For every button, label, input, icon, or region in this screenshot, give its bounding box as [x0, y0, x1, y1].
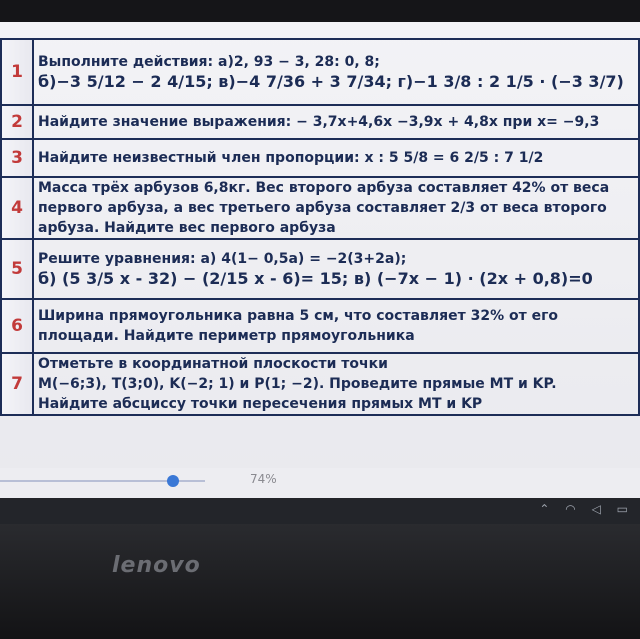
task-line: Найдите абсциссу точки пересечения прямых MT и KP — [38, 396, 483, 412]
task-text — [33, 353, 639, 415]
table-row — [1, 105, 639, 139]
table-row — [1, 139, 639, 177]
table-row — [1, 239, 639, 299]
zoom-slider-handle[interactable] — [167, 475, 179, 487]
task-line: Выполните действия: а)2, 93 − 3, 28: 0, 8; — [38, 54, 380, 70]
task-table — [0, 38, 640, 416]
task-line: Масса трёх арбузов 6,8кг. Вес второго арбуза составляет 42% от веса — [38, 180, 610, 196]
task-line: б)−3 5/12 − 2 4/15; в)−4 7/36 + 3 7/34; г)−1 3/8 : 2 1/5 · (−3 3/7) — [38, 72, 624, 91]
task-line: M(−6;3), T(3;0), K(−2; 1) и P(1; −2). Проведите прямые MT и KP. — [38, 376, 557, 392]
task-number: 7 — [1, 353, 33, 415]
volume-icon[interactable]: ◁ — [591, 502, 607, 516]
table-row — [1, 39, 639, 105]
task-line: б) (5 3/5 x - 32) − (2/15 x - 6)= 15; в) (−7x − 1) · (2x + 0,8)=0 — [38, 269, 593, 288]
table-row — [1, 353, 639, 415]
laptop-body — [0, 524, 640, 639]
task-line: Ширина прямоугольника равна 5 см, что составляет 32% от его — [38, 308, 559, 324]
task-line: Отметьте в координатной плоскости точки — [38, 356, 388, 372]
table-row — [1, 299, 639, 353]
task-line: Решите уравнения: а) 4(1− 0,5а) = −2(3+2а); — [38, 251, 407, 267]
task-line: площади. Найдите периметр прямоугольника — [38, 328, 415, 344]
task-number: 2 — [1, 105, 33, 139]
wifi-icon[interactable]: ◠ — [565, 502, 582, 516]
status-bar — [0, 468, 640, 500]
brand-logo: lenovo — [112, 553, 201, 578]
task-line: арбуза. Найдите вес первого арбуза — [38, 220, 336, 236]
system-tray — [539, 502, 634, 516]
task-number: 3 — [1, 139, 33, 177]
chevron-up-icon[interactable]: ⌃ — [539, 502, 556, 516]
keyboard-icon[interactable]: ▭ — [616, 502, 634, 516]
task-number: 1 — [1, 39, 33, 105]
task-text — [33, 105, 639, 139]
task-text — [33, 177, 639, 239]
task-text — [33, 139, 639, 177]
task-line: Найдите значение выражения: − 3,7x+4,6x −3,9x + 4,8x при x= −9,3 — [38, 114, 600, 130]
task-line: первого арбуза, а вес третьего арбуза составляет 2/3 от веса второго — [38, 200, 607, 216]
task-text — [33, 239, 639, 299]
task-number: 5 — [1, 239, 33, 299]
task-text — [33, 39, 639, 105]
table-row — [1, 177, 639, 239]
task-text — [33, 299, 639, 353]
zoom-level: 74% — [250, 472, 277, 486]
task-line: Найдите неизвестный член пропорции: x : 5 5/8 = 6 2/5 : 7 1/2 — [38, 150, 544, 166]
task-number: 6 — [1, 299, 33, 353]
task-number: 4 — [1, 177, 33, 239]
